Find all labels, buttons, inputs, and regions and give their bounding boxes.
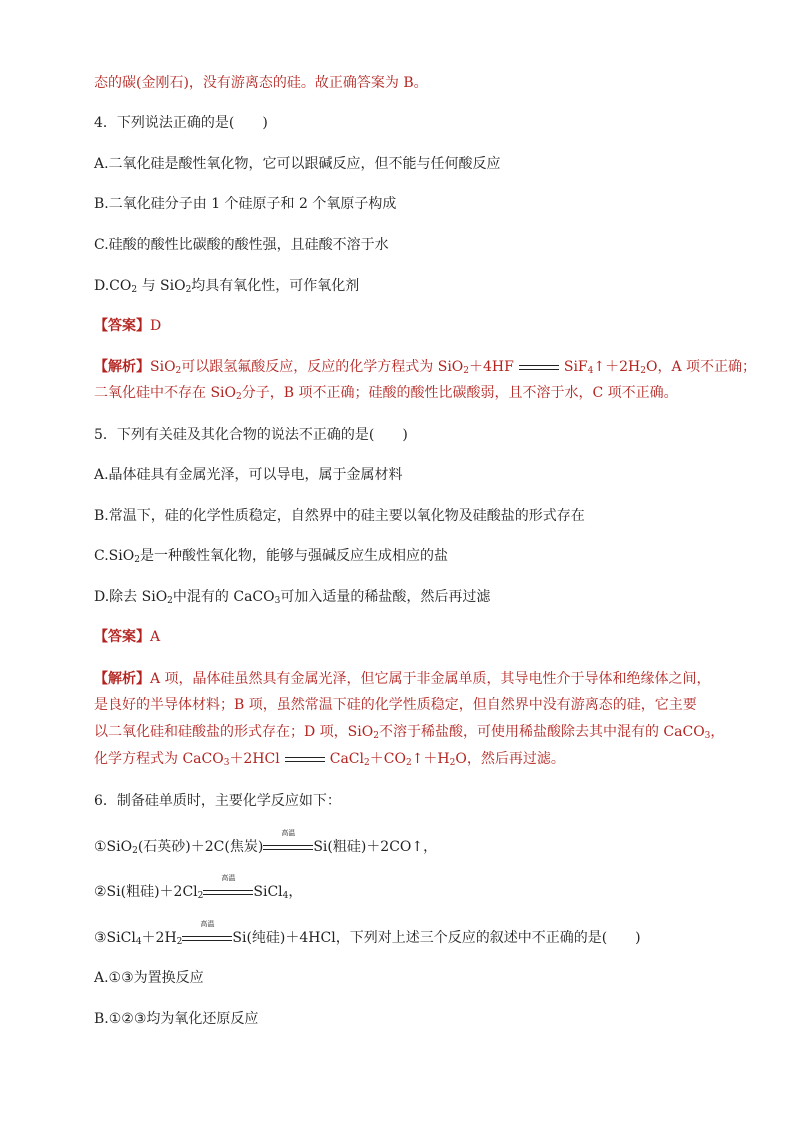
question-4-option-a: A.二氧化硅是酸性氧化物，它可以跟碱反应，但不能与任何酸反应 [94, 156, 501, 172]
question-4-explanation-line-1: 【解析】SiO$_2$可以跟氢氟酸反应，反应的化学方程式为 SiO$_2$＋4HF $SiF_4↑+2H_2O$，A 项不正确； [94, 359, 757, 376]
question-5-option-b: B.常温下，硅的化学性质稳定，自然界中的硅主要以氧化物及硅酸盐的形式存在 [94, 508, 585, 524]
question-5-explanation-line-4: 化学方程式为 CaCO$_3$＋2HCl $CaCl_2+CO_2↑+H_2O$，然后再过滤。 [94, 751, 565, 768]
reaction-2: ②Si(粗硅)$+2Cl_2$ 高温 SiCl$_4$， [94, 874, 303, 901]
equals-sign-icon [280, 750, 330, 768]
question-6-option-a: A.①③为置换反应 [94, 970, 204, 986]
question-4-option-b: B.二氧化硅分子由 1 个硅原子和 2 个氧原子构成 [94, 196, 397, 212]
reaction-condition-sign: 高温 [263, 838, 313, 856]
question-4-explanation-line-2: 二氧化硅中不存在 SiO$_2$分子，B 项不正确；硅酸的酸性比碳酸弱，且不溶于水，C 项不正确。 [94, 385, 678, 402]
question-6-option-b: B.①②③均为氧化还原反应 [94, 1011, 259, 1027]
question-5-explanation-line-3: 以二氧化硅和硅酸盐的形式存在；D 项，SiO$_2$不溶于稀盐酸，可使用稀盐酸除去其中混有的 CaCO$_3$， [94, 724, 725, 741]
question-5-explanation-line-1: 【解析】A 项，晶体硅虽然具有金属光泽，但它属于非金属单质，其导电性介于导体和绝缘体之间， [94, 671, 711, 687]
reaction-condition-sign: 高温 [182, 929, 232, 947]
equals-sign-icon [514, 358, 564, 376]
reaction-3: $③SiCl_4+2H_2$ 高温 Si(纯硅)＋4HCl，下列对上述三个反应的叙述中不正确的是( ) [94, 920, 641, 947]
question-4-option-d: $D.CO_2$ 与 SiO$_2$均具有氧化性，可作氧化剂 [94, 278, 360, 295]
question-4-answer: 【答案】D [94, 318, 162, 334]
question-6-stem: 6．制备硅单质时，主要化学反应如下： [94, 793, 341, 809]
reaction-condition-sign: 高温 [203, 883, 253, 901]
question-4-stem: 4．下列说法正确的是( ) [94, 115, 268, 131]
continued-explanation-line: 态的碳(金刚石)，没有游离态的硅。故正确答案为 B。 [94, 75, 428, 91]
question-5-stem: 5．下列有关硅及其化合物的说法不正确的是( ) [94, 427, 408, 443]
question-5-option-c: C.SiO$_2$是一种酸性氧化物，能够与强碱反应生成相应的盐 [94, 548, 448, 565]
question-5-answer: 【答案】A [94, 629, 161, 645]
question-5-explanation-line-2: 是良好的半导体材料；B 项，虽然常温下硅的化学性质稳定，但自然界中没有游离态的硅，它主要 [94, 697, 697, 713]
question-5-option-d: D.除去 SiO$_2$中混有的 CaCO$_3$可加入适量的稀盐酸，然后再过滤 [94, 589, 491, 606]
question-5-option-a: A.晶体硅具有金属光泽，可以导电，属于金属材料 [94, 467, 403, 483]
reaction-1: ①SiO$_2$(石英砂)＋2C(焦炭) 高温 Si(粗硅)＋2CO↑， [94, 829, 438, 856]
question-4-option-c: C.硅酸的酸性比碳酸的酸性强，且硅酸不溶于水 [94, 237, 389, 253]
